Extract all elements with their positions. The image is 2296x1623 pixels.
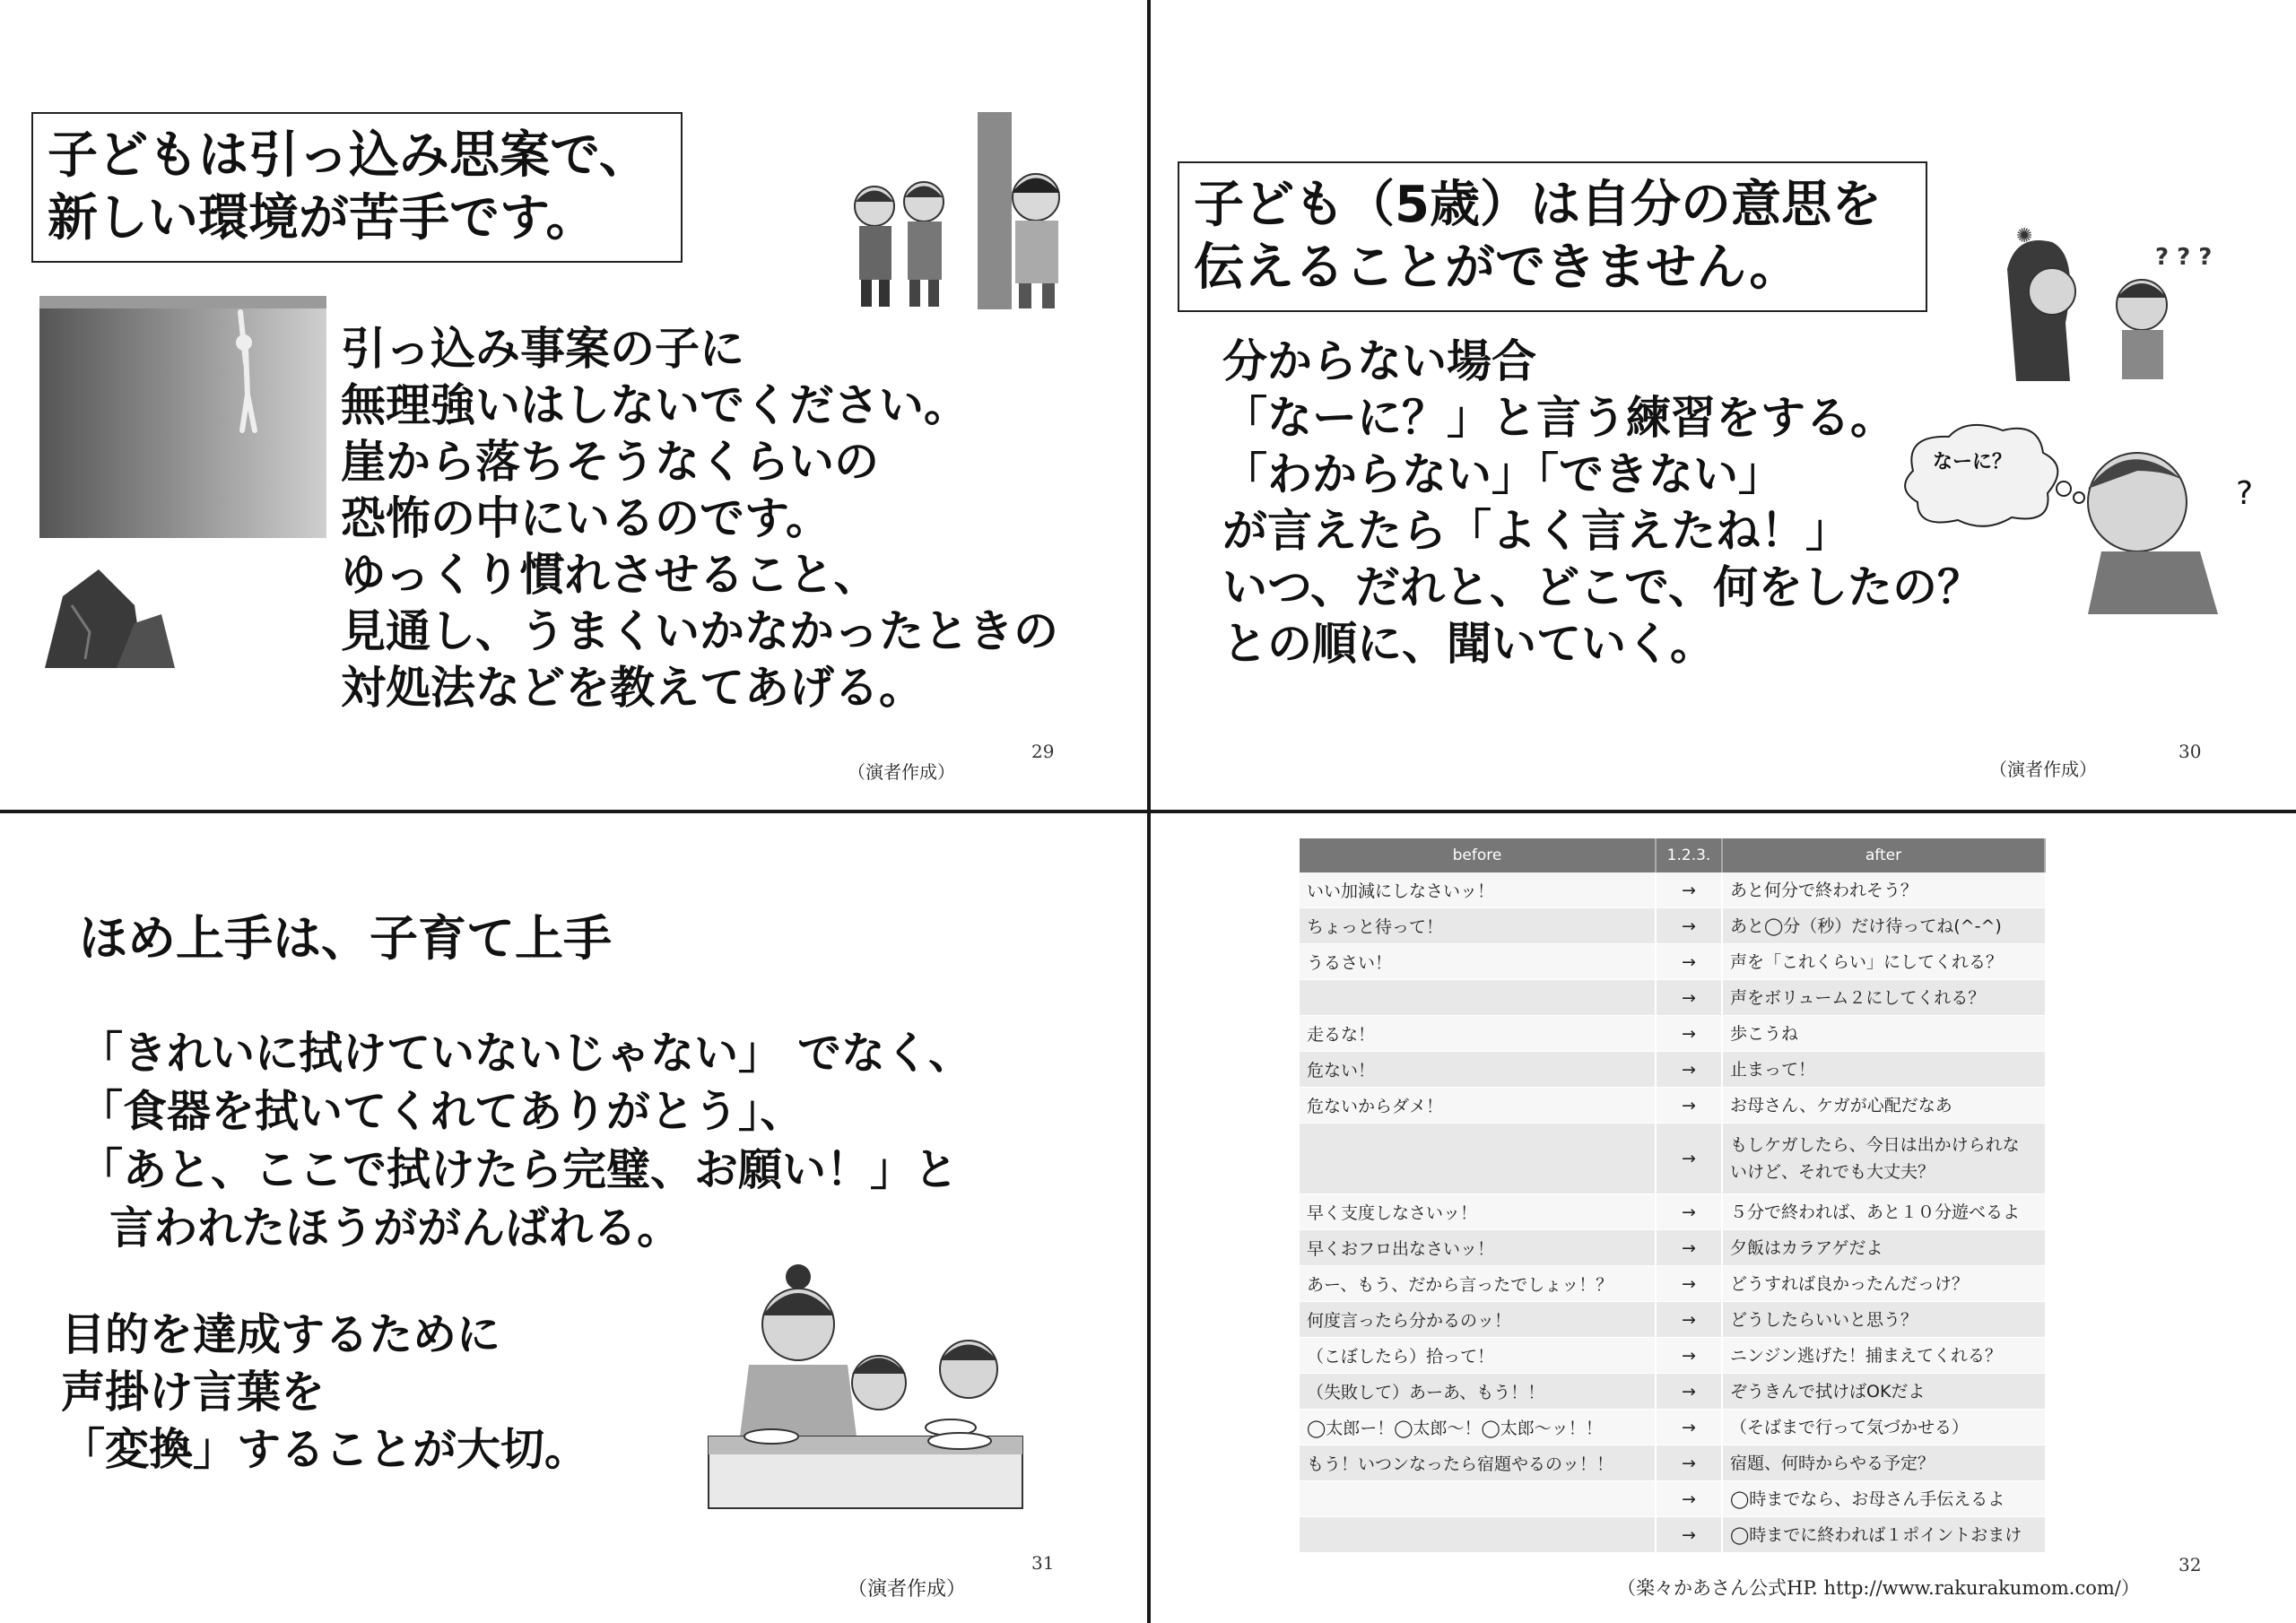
- before-cell: 危ないからダメ！: [1300, 1088, 1656, 1124]
- slide-body: 分からない場合 「なーに？」と言う練習をする。 「わからない」「できない」 が言えたら「よく言えたね！」 いつ、だれと、どこで、何をしたの？ との順に、聞いていく。: [1222, 335, 1982, 670]
- arrow-cell: →: [1656, 1016, 1722, 1052]
- table-row: [1300, 944, 2045, 980]
- speech-bubble-text: なーに？: [1932, 451, 2012, 473]
- before-cell: [1300, 1481, 1656, 1517]
- after-cell: （そばまで行って気づかせる）: [1722, 1410, 2045, 1445]
- arrow-cell: →: [1656, 1374, 1722, 1410]
- svg-text:? ? ?: ? ? ?: [2155, 244, 2213, 271]
- after-cell: あと何分で終われそう？: [1722, 872, 2045, 908]
- arrow-cell: →: [1656, 908, 1722, 944]
- after-cell: 夕飯はカラアゲだよ: [1722, 1230, 2045, 1266]
- title-line-2: 伝えることができません。: [1194, 239, 1800, 297]
- before-cell: [1300, 1124, 1656, 1194]
- slide-31: [0, 813, 1147, 1623]
- title-line-1: 子どもは引っ込み思案で、: [48, 126, 649, 185]
- rock-illustration: [36, 551, 179, 677]
- before-cell: 早く支度しなさいッ！: [1300, 1194, 1656, 1230]
- after-cell: 歩こうね: [1722, 1016, 2045, 1052]
- table-header-row: [1300, 838, 2045, 872]
- before-cell: ちょっと待って！: [1300, 908, 1656, 944]
- after-cell: あと◯分（秒）だけ待ってね(^-^): [1722, 908, 2045, 944]
- after-cell: ５分で終われば、あと１０分遊べるよ: [1722, 1194, 2045, 1230]
- table-row: [1300, 908, 2045, 944]
- before-cell: 早くおフロ出なさいッ！: [1300, 1230, 1656, 1266]
- title-line-2: 新しい環境が苦手です。: [48, 189, 596, 247]
- before-cell: （こぼしたら）拾って！: [1300, 1338, 1656, 1374]
- slide-body-2: 目的を達成するために 声掛け言葉を 「変換」することが大切。: [61, 1309, 589, 1475]
- family-dishes-illustration: [700, 1257, 1031, 1513]
- arrow-cell: →: [1656, 1302, 1722, 1338]
- arrow-cell: →: [1656, 1481, 1722, 1517]
- slide-32: [1151, 813, 2296, 1623]
- arrow-cell: →: [1656, 1338, 1722, 1374]
- table-row: [1300, 1266, 2045, 1302]
- conversion-table: [1300, 838, 2046, 1553]
- table-row: [1300, 1194, 2045, 1230]
- after-cell: ◯時までに終われば１ポイントおまけ: [1722, 1517, 2045, 1553]
- children-hiding-illustration: [843, 108, 1076, 314]
- after-cell: もしケガしたら、今日は出かけられな いけど、それでも大丈夫？: [1722, 1124, 2045, 1194]
- table-row: [1300, 1088, 2045, 1124]
- table-row: [1300, 1517, 2045, 1553]
- arrow-cell: →: [1656, 1410, 1722, 1445]
- after-cell: ニンジン逃げた！捕まえてくれる？: [1722, 1338, 2045, 1374]
- table-row: [1300, 1016, 2045, 1052]
- table-row: [1300, 1230, 2045, 1266]
- svg-text:✺: ✺: [2016, 225, 2033, 247]
- cliff-illustration: [39, 296, 326, 538]
- after-cell: どうしたらいいと思う？: [1722, 1302, 2045, 1338]
- before-cell: [1300, 1517, 1656, 1553]
- slide-title: ほめ上手は、子育て上手: [79, 910, 612, 967]
- slide-30: [1151, 0, 2296, 810]
- after-cell: 声を「これくらい」にしてくれる？: [1722, 944, 2045, 980]
- slide-29: [0, 0, 1147, 810]
- before-cell: [1300, 980, 1656, 1016]
- after-cell: どうすれば良かったんだっけ？: [1722, 1266, 2045, 1302]
- confused-mother-child-illustration: [1980, 215, 2249, 386]
- table-row: [1300, 1302, 2045, 1338]
- question-mark: ?: [2236, 475, 2254, 512]
- arrow-cell: →: [1656, 1124, 1722, 1194]
- before-cell: 何度言ったら分かるのッ！: [1300, 1302, 1656, 1338]
- arrow-cell: →: [1656, 872, 1722, 908]
- slide-body: 引っ込み事案の子に 無理強いはしないでください。 崖から落ちそうなくらいの 恐怖の中にいるのです。 ゆっくり慣れさせること、 見通し、うまくいかなかったときの 対処法などを教えてあげる。: [341, 323, 1058, 714]
- arrow-cell: →: [1656, 1517, 1722, 1553]
- after-cell: ぞうきんで拭けばOKだよ: [1722, 1374, 2045, 1410]
- before-cell: ◯太郎ー！◯太郎〜！◯太郎〜ッ！！: [1300, 1410, 1656, 1445]
- arrow-cell: →: [1656, 980, 1722, 1016]
- arrow-cell: →: [1656, 1230, 1722, 1266]
- table-row: [1300, 872, 2045, 908]
- slide-body-1: 「きれいに拭けていないじゃない」 でなく、 「食器を拭いてくれてありがとう」、 「あと、ここで拭けたら完璧、お願い！」と 言われたほうががんばれる。: [79, 1028, 973, 1254]
- before-cell: いい加減にしなさいッ！: [1300, 872, 1656, 908]
- arrow-cell: →: [1656, 1194, 1722, 1230]
- after-cell: お母さん、ケガが心配だなあ: [1722, 1088, 2045, 1124]
- credit: （演者作成）: [1989, 759, 2097, 780]
- before-cell: 走るな！: [1300, 1016, 1656, 1052]
- arrow-cell: →: [1656, 944, 1722, 980]
- table-row: [1300, 980, 2045, 1016]
- before-cell: もう！いつンなったら宿題やるのッ！！: [1300, 1445, 1656, 1481]
- table-row: [1300, 1052, 2045, 1088]
- before-cell: うるさい！: [1300, 944, 1656, 980]
- arrow-cell: →: [1656, 1266, 1722, 1302]
- table-row: [1300, 1338, 2045, 1374]
- page-number: 30: [2179, 741, 2202, 762]
- table-row: [1300, 1445, 2045, 1481]
- header-after: after: [1722, 838, 2045, 872]
- arrow-cell: →: [1656, 1052, 1722, 1088]
- page-number: 31: [1031, 1552, 1055, 1574]
- title-line-1: 子ども（5歳）は自分の意思を: [1194, 176, 1882, 234]
- slide-title: [31, 112, 683, 263]
- before-cell: （失敗して）あーあ、もう！！: [1300, 1374, 1656, 1410]
- table-row: [1300, 1124, 2045, 1194]
- table-row: [1300, 1374, 2045, 1410]
- credit: （演者作成）: [848, 1578, 967, 1601]
- page-number: 32: [2179, 1554, 2202, 1575]
- page-number: 29: [1031, 741, 1055, 762]
- after-cell: 声をボリューム２にしてくれる？: [1722, 980, 2045, 1016]
- before-cell: 危ない！: [1300, 1052, 1656, 1088]
- table-row: [1300, 1481, 2045, 1517]
- after-cell: 宿題、何時からやる予定？: [1722, 1445, 2045, 1481]
- before-cell: あー、もう、だから言ったでしょッ！？: [1300, 1266, 1656, 1302]
- credit: （楽々かあさん公式HP. http://www.rakurakumom.com/）: [1617, 1577, 2140, 1599]
- table-row: [1300, 1410, 2045, 1445]
- header-before: before: [1300, 838, 1656, 872]
- arrow-cell: →: [1656, 1088, 1722, 1124]
- slide-title: [1178, 161, 1927, 312]
- header-steps: 1.2.3.: [1656, 838, 1722, 872]
- after-cell: 止まって！: [1722, 1052, 2045, 1088]
- credit: （演者作成）: [848, 761, 955, 783]
- arrow-cell: →: [1656, 1445, 1722, 1481]
- after-cell: ◯時までなら、お母さん手伝えるよ: [1722, 1481, 2045, 1517]
